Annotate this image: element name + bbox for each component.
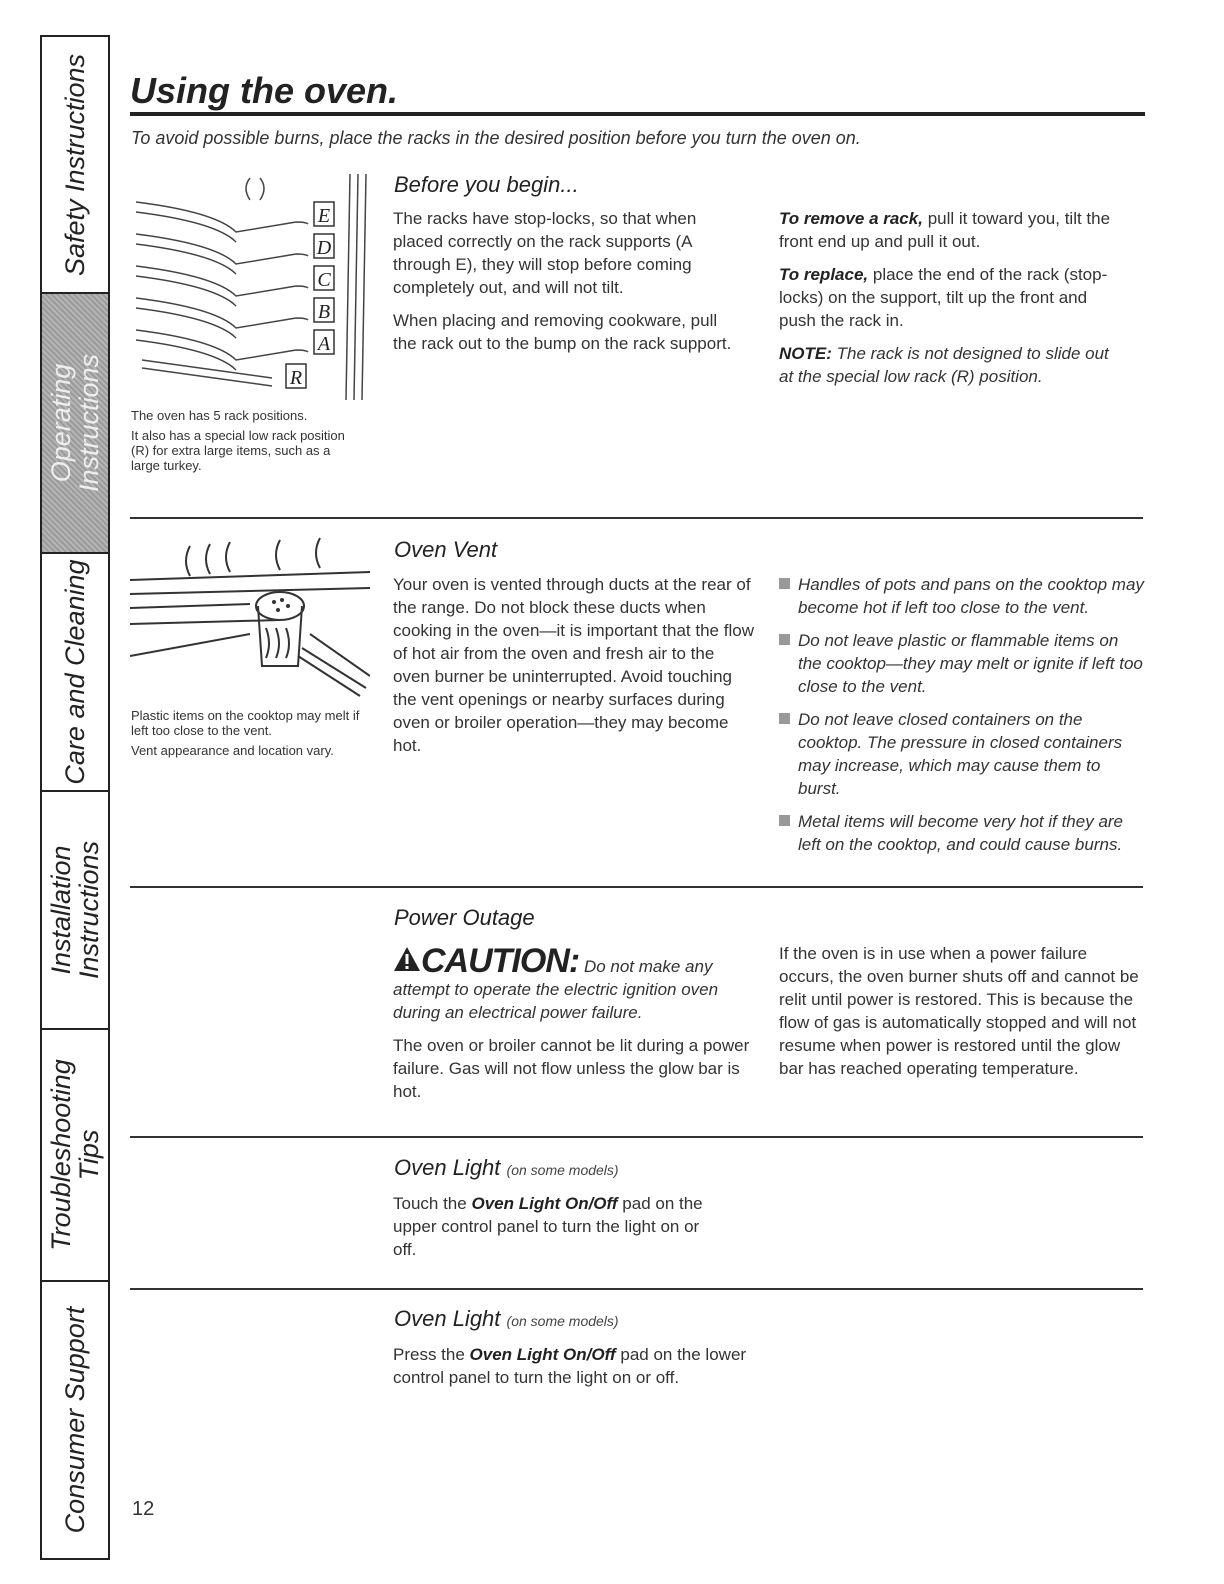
tab-troubleshooting-tips[interactable] [42,1030,108,1282]
rack-label-b: B [317,301,331,323]
bullet-square-icon [779,578,790,589]
replace-rack-label: To replace, [779,265,869,284]
outage-right [779,942,1141,1090]
bullet-square-icon [779,713,790,724]
vent-caption-1: Plastic items on the cooktop may melt if left too close to the vent. [131,708,360,738]
remove-rack-text [779,207,1119,253]
rack-label-a: A [317,333,331,355]
tab-label: Operating [46,363,76,483]
page-number: 12 [132,1498,155,1520]
before-paragraph-2: When placing and removing cookware, pull the rack out to the bump on the rack support. [393,311,732,353]
light2-heading: Oven Light [394,1306,501,1331]
before-paragraph-1: The racks have stop-locks, so that when placed correctly on the rack supports (A through E), they will stop before coming completely out, and will not tilt. [393,209,697,297]
rack-positions-illustration [132,170,372,402]
vent-body [393,573,755,767]
rack-instructions [779,207,1119,398]
rack-label-r: R [289,367,303,389]
vent-bullet-1 [779,573,1144,619]
light1-pad-name: Oven Light On/Off [471,1194,618,1213]
rack-label-d: D [316,237,332,259]
caution-text-a: Do not make any [583,957,713,976]
tab-label: Installation [46,845,76,975]
page-title: Using the oven. [130,70,399,111]
vent-bullet-4 [779,810,1144,856]
light2-heading-row [394,1306,619,1332]
caution-line [393,942,753,980]
note-body: The rack is not designed to slide out at the special low rack (R) position. [779,344,1109,386]
section-divider [130,517,1143,519]
before-heading: Before you begin... [394,172,579,197]
bullet-square-icon [779,815,790,826]
vent-bullets [779,573,1144,866]
tab-safety-instructions[interactable] [42,37,108,294]
light1-post: pad on the upper control panel to turn the light on or off. [393,1194,703,1259]
section-divider [130,886,1143,888]
light2-subheading: (on some models) [506,1313,619,1329]
warning-triangle-icon [393,946,421,972]
tab-label: Safety Instructions [60,53,90,276]
vent-caption-2: Vent appearance and location vary. [131,743,334,758]
light1-heading-row [394,1155,619,1181]
light2-post: pad on the lower control panel to turn the light on or off. [393,1345,747,1387]
section-divider [130,1136,1143,1138]
light2-pre: Press the [393,1345,465,1364]
tab-label-2: Instructions [74,353,104,493]
outage-caution [393,942,753,1113]
rack-caption-1: The oven has 5 rack positions. [131,408,308,423]
vent-bullet-3 [779,708,1144,800]
rack-label-c: C [317,269,331,291]
tab-operating-instructions[interactable] [42,294,108,554]
light1-body [393,1192,713,1271]
vent-bullet-2-text: Do not leave plastic or flammable items on the cooktop—they may melt or ignite if left too close to the vent. [798,631,1143,696]
caution-text-b: attempt to operate the electric ignition oven during an electrical power failure. [393,980,719,1022]
rack-caption-2: It also has a special low rack position (R) for extra large items, such as a large turkey. [131,428,345,473]
tab-label: Troubleshooting [46,1059,76,1251]
outage-heading: Power Outage [394,905,535,930]
remove-rack-body: pull it toward you, tilt the front end up and pull it out. [779,209,1111,251]
light2-body [393,1343,763,1399]
light2-pad-name: Oven Light On/Off [469,1345,616,1364]
section-divider [130,1288,1143,1290]
note-label: NOTE: [779,344,832,363]
rack-caption [131,408,361,473]
tab-consumer-support[interactable] [42,1282,108,1558]
rack-note [779,342,1119,388]
tab-label: Care and Cleaning [60,559,90,785]
vent-bullet-4-text: Metal items will become very hot if they are left on the cooktop, and could cause burns. [798,812,1124,854]
vent-bullet-1-text: Handles of pots and pans on the cooktop may become hot if left too close to the vent. [798,575,1144,617]
rack-label-e: E [317,205,331,227]
tab-care-and-cleaning[interactable] [42,554,108,792]
vent-paragraph-1: Your oven is vented through ducts at the rear of the range. Do not block these ducts when cooking in the oven—it is important that the flow of hot air from the oven and fresh air to the oven burner be uninterrupted. Avoid touching the vent openings or nearby surfaces during oven or broiler operation—they may become hot. [393,575,754,755]
tab-installation-instructions[interactable] [42,792,108,1030]
outage-paragraph-2: The oven or broiler cannot be lit during a power failure. Gas will not flow unless the glow bar is hot. [393,1036,750,1101]
tab-label-2: Instructions [74,840,104,980]
vent-heading: Oven Vent [394,537,498,562]
title-rule [130,112,1145,116]
vent-bullet-2 [779,629,1144,698]
vent-bullet-3-text: Do not leave closed containers on the cooktop. The pressure in closed containers may increase, which may cause them to burst. [798,710,1123,798]
light1-subheading: (on some models) [506,1162,619,1178]
before-body [393,207,738,365]
tab-label: Consumer Support [60,1306,90,1534]
light2-text [393,1343,763,1389]
light1-heading: Oven Light [394,1155,501,1180]
outage-paragraph-3: If the oven is in use when a power failure occurs, the oven burner shuts off and cannot be relit until power is restored. This is because the flow of gas is automatically stopped and will not resume when power is restored until the glow bar has reached operating temperature. [779,944,1139,1078]
light1-text [393,1192,713,1261]
remove-rack-label: To remove a rack, [779,209,923,228]
intro-text: To avoid possible burns, place the racks in the desired position before you turn the oven on. [131,128,861,148]
bullet-square-icon [779,634,790,645]
tab-label-2: Tips [74,1129,104,1181]
replace-rack-text [779,263,1119,332]
replace-rack-body: place the end of the rack (stop-locks) on the support, tilt up the front and push the rack in. [779,265,1108,330]
oven-vent-illustration [130,536,370,702]
vent-caption [131,708,361,758]
light1-pre: Touch the [393,1194,467,1213]
caution-word: CAUTION: [421,942,580,980]
side-navigation [40,35,110,1560]
